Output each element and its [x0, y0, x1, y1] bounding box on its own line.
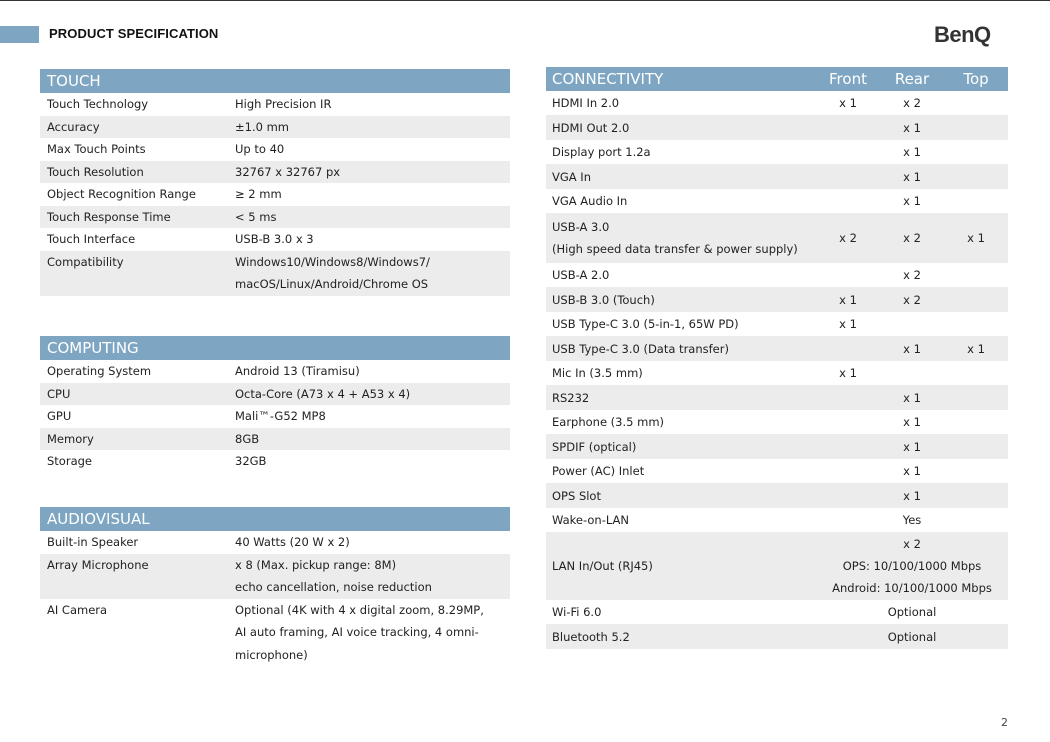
spec-row [40, 93, 510, 116]
port-value: Optional [887, 629, 937, 644]
spec-label: Touch Resolution [47, 164, 144, 179]
top-rule [0, 0, 1050, 1]
spec-value: High Precision IR [235, 97, 332, 111]
spec-value-line: microphone) [235, 647, 308, 662]
port-row [546, 385, 1008, 410]
port-rear: x 2 [903, 292, 921, 307]
spec-value: ±1.0 mm [235, 119, 289, 134]
spec-row [40, 599, 510, 667]
spec-row [40, 206, 510, 229]
spec-value [235, 251, 510, 296]
spec-value: 8GB [235, 431, 260, 446]
port-label: USB Type-C 3.0 (Data transfer) [552, 341, 729, 356]
port-label: USB-A 2.0 [552, 268, 610, 282]
port-row [546, 459, 1008, 483]
spec-row [40, 251, 510, 296]
port-rear: x 1 [903, 145, 921, 159]
port-label: Wake-on-LAN [552, 513, 629, 527]
port-label: HDMI In 2.0 [552, 96, 620, 110]
port-row [546, 483, 1008, 508]
port-row [546, 189, 1008, 213]
spec-row [40, 531, 510, 554]
port-value: Optional [887, 605, 937, 619]
spec-value: 40 Watts (20 W x 2) [235, 535, 350, 549]
spec-label: Touch Technology [47, 97, 149, 111]
section-title-computing: COMPUTING [40, 336, 510, 360]
benq-logo: BenQ [934, 22, 991, 47]
spec-label: Compatibility [47, 254, 124, 269]
spec-value [235, 554, 510, 599]
port-front: x 1 [839, 96, 857, 110]
touch-section [40, 69, 510, 296]
page-number: 2 [1001, 716, 1008, 729]
spec-row [40, 138, 510, 161]
spec-row [40, 228, 510, 251]
spec-value-line: Windows10/Windows8/Windows7/ [235, 254, 430, 269]
port-label: RS232 [552, 390, 590, 405]
spec-value: Mali™-G52 MP8 [235, 409, 326, 423]
spec-value-line: x 8 (Max. pickup range: 8M) [235, 557, 397, 572]
column-header-rear: Rear [894, 70, 930, 88]
spec-row [40, 360, 510, 383]
port-label: SPDIF (optical) [552, 439, 637, 454]
port-top: x 1 [967, 231, 985, 245]
port-value: Yes [902, 513, 922, 527]
port-label: Mic In (3.5 mm) [552, 366, 643, 380]
port-row [546, 213, 1008, 263]
spec-label: Object Recognition Range [47, 187, 196, 201]
port-row [546, 410, 1008, 434]
port-label: HDMI Out 2.0 [552, 120, 630, 135]
port-front: x 1 [839, 317, 857, 331]
port-label: USB Type-C 3.0 (5-in-1, 65W PD) [552, 317, 739, 331]
spec-label: Accuracy [47, 119, 100, 134]
port-front: x 2 [839, 231, 857, 245]
spec-value: ≥ 2 mm [235, 187, 282, 201]
port-row [546, 624, 1008, 649]
port-label: Wi-Fi 6.0 [552, 605, 602, 619]
spec-value: Octa-Core (A73 x 4 + A53 x 4) [235, 386, 411, 401]
spec-label: Built-in Speaker [47, 535, 139, 549]
port-rear: x 1 [903, 439, 921, 454]
spec-value-line: Optional (4K with 4 x digital zoom, 8.29MP, [235, 602, 484, 617]
spec-label: Array Microphone [47, 557, 149, 572]
port-label [546, 216, 816, 260]
section-title-audiovisual: AUDIOVISUAL [40, 507, 510, 531]
spec-value: < 5 ms [235, 209, 277, 224]
port-rear: x 1 [903, 390, 921, 405]
spec-value-line: macOS/Linux/Android/Chrome OS [235, 277, 429, 291]
port-row [546, 600, 1008, 624]
spec-row [40, 383, 510, 406]
port-row [546, 287, 1008, 312]
section-title-touch: TOUCH [40, 69, 510, 93]
port-value [816, 533, 1008, 599]
column-header-top: Top [963, 70, 989, 88]
spec-label: AI Camera [47, 602, 108, 617]
port-rear: x 2 [903, 268, 921, 282]
port-top: x 1 [967, 341, 985, 356]
port-rear: x 1 [903, 415, 921, 429]
port-label: Power (AC) Inlet [552, 464, 645, 478]
spec-label: Touch Response Time [47, 209, 171, 224]
spec-row [40, 450, 510, 473]
spec-value-line: echo cancellation, noise reduction [235, 580, 432, 594]
port-row [546, 263, 1008, 287]
spec-label: Memory [47, 431, 94, 446]
spec-value-line: AI auto framing, AI voice tracking, 4 omni- [235, 625, 479, 639]
spec-value [235, 599, 510, 667]
port-rear: x 1 [903, 341, 921, 356]
port-front: x 1 [839, 292, 857, 307]
connectivity-header [546, 67, 1008, 91]
port-label: VGA Audio In [552, 194, 628, 208]
spec-row [40, 116, 510, 139]
port-value-line: OPS: 10/100/1000 Mbps [842, 559, 982, 573]
computing-section [40, 336, 510, 473]
port-rear: x 1 [903, 488, 921, 503]
spec-row [40, 183, 510, 206]
port-rear: x 2 [903, 231, 921, 245]
port-label-line: (High speed data transfer & power supply) [552, 242, 798, 256]
page-title: PRODUCT SPECIFICATION [49, 26, 219, 41]
port-rear: x 1 [903, 169, 921, 184]
spec-value: Android 13 (Tiramisu) [235, 364, 360, 378]
port-row [546, 91, 1008, 115]
column-header-front: Front [829, 70, 867, 88]
spec-row [40, 405, 510, 428]
section-title-connectivity: CONNECTIVITY [552, 70, 664, 88]
spec-label: Storage [47, 454, 92, 468]
spec-value: USB-B 3.0 x 3 [235, 232, 314, 246]
port-rear: x 1 [903, 120, 921, 135]
port-row [546, 164, 1008, 189]
port-row [546, 140, 1008, 164]
spec-value: Up to 40 [235, 142, 285, 156]
spec-label: Operating System [47, 364, 152, 378]
spec-label: Touch Interface [47, 232, 136, 246]
spec-row [40, 554, 510, 599]
port-row [546, 361, 1008, 385]
port-value-line: Android: 10/100/1000 Mbps [832, 581, 992, 595]
spec-label: GPU [47, 409, 72, 423]
port-row [546, 508, 1008, 532]
port-label: Bluetooth 5.2 [552, 629, 630, 644]
spec-value: 32767 x 32767 px [235, 164, 341, 179]
spec-row [40, 428, 510, 451]
spec-value: 32GB [235, 454, 267, 468]
port-value-line: x 2 [903, 537, 921, 551]
port-row [546, 532, 1008, 600]
port-row [546, 115, 1008, 140]
port-label: USB-B 3.0 (Touch) [552, 292, 655, 307]
port-row [546, 312, 1008, 336]
port-rear: x 1 [903, 464, 921, 478]
port-label: Display port 1.2a [552, 145, 651, 159]
spec-row [40, 161, 510, 184]
port-row [546, 336, 1008, 361]
spec-label: CPU [47, 386, 71, 401]
port-row [546, 434, 1008, 459]
port-front: x 1 [839, 366, 857, 380]
audiovisual-section [40, 507, 510, 666]
port-label: LAN In/Out (RJ45) [552, 559, 653, 573]
port-label: VGA In [552, 169, 591, 184]
spec-label: Max Touch Points [47, 142, 146, 156]
port-rear: x 1 [903, 194, 921, 208]
header-tag [0, 26, 39, 43]
port-label: OPS Slot [552, 488, 601, 503]
connectivity-table [546, 67, 1008, 649]
port-label: Earphone (3.5 mm) [552, 415, 665, 429]
port-rear: x 2 [903, 96, 921, 110]
port-label-line: USB-A 3.0 [552, 220, 610, 234]
